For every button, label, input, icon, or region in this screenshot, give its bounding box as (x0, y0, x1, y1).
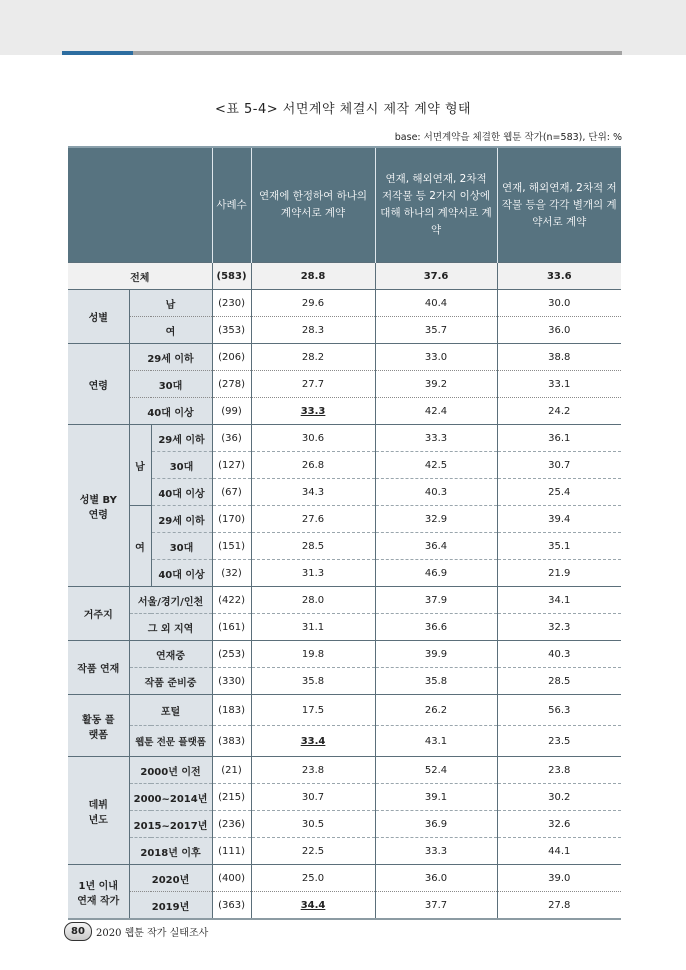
sample-count: (183) (212, 695, 251, 726)
value-b: 36.9 (375, 811, 497, 838)
value-b: 39.9 (375, 641, 497, 668)
value-c: 38.8 (497, 344, 621, 371)
value-b: 39.1 (375, 784, 497, 811)
value-c: 35.1 (497, 533, 621, 560)
header-col-c: 연재, 해외연재, 2차적 저작물 등을 각각 별개의 계약서로 계약 (497, 147, 621, 263)
row-label: 40대 이상 (151, 560, 212, 587)
sample-count: (151) (212, 533, 251, 560)
subgroup-label-male: 남 (129, 425, 151, 506)
header-blank (68, 147, 212, 263)
row-label: 29세 이하 (151, 425, 212, 452)
sample-count: (236) (212, 811, 251, 838)
sample-count: (330) (212, 668, 251, 695)
value-b: 33.0 (375, 344, 497, 371)
table-row (68, 425, 621, 452)
table-row-total (68, 263, 621, 290)
value-a: 29.6 (251, 290, 375, 317)
row-label: 웹툰 전문 플랫폼 (129, 726, 212, 757)
sample-count: (215) (212, 784, 251, 811)
value-c: 36.0 (497, 317, 621, 344)
table-row (68, 587, 621, 614)
value-a (251, 726, 375, 757)
sample-count: (363) (212, 892, 251, 920)
value-c: 24.2 (497, 398, 621, 425)
value-b: 37.9 (375, 587, 497, 614)
sample-count: (253) (212, 641, 251, 668)
table-row (68, 695, 621, 726)
value-a: 19.8 (251, 641, 375, 668)
table-row (68, 614, 621, 641)
header-col-b: 연재, 해외연재, 2차적 저작물 등 2가지 이상에 대해 하나의 계약서로 계약 (375, 147, 497, 263)
sample-count: (21) (212, 757, 251, 784)
table-row (68, 344, 621, 371)
value-c: 23.8 (497, 757, 621, 784)
row-label: 포털 (129, 695, 212, 726)
value-c: 21.9 (497, 560, 621, 587)
row-label: 2018년 이후 (129, 838, 212, 865)
group-label: 거주지 (68, 587, 129, 641)
value-a: 30.5 (251, 811, 375, 838)
value-a: 23.8 (251, 757, 375, 784)
sample-count: (230) (212, 290, 251, 317)
value-b: 42.4 (375, 398, 497, 425)
row-label: 30대 (151, 452, 212, 479)
table-row (68, 398, 621, 425)
table-row (68, 641, 621, 668)
group-label: 1년 이내 연재 작가 (68, 865, 129, 920)
highlight-value: 34.4 (300, 899, 326, 911)
value-c: 27.8 (497, 892, 621, 920)
row-label: 작품 준비중 (129, 668, 212, 695)
group-label: 성별 (68, 290, 129, 344)
value-b: 36.0 (375, 865, 497, 892)
table-row (68, 838, 621, 865)
footer-title: 2020 웹툰 작가 실태조사 (96, 928, 209, 939)
header-col-a: 연재에 한정하여 하나의 계약서로 계약 (251, 147, 375, 263)
value-b: 26.2 (375, 695, 497, 726)
row-label: 2020년 (129, 865, 212, 892)
value-a: 31.3 (251, 560, 375, 587)
sample-count: (67) (212, 479, 251, 506)
value-b: 35.8 (375, 668, 497, 695)
value-c: 30.7 (497, 452, 621, 479)
group-label: 성별 BY 연령 (68, 425, 129, 587)
table-row (68, 506, 621, 533)
value-c: 32.6 (497, 811, 621, 838)
value-c: 30.2 (497, 784, 621, 811)
value-c: 33.1 (497, 371, 621, 398)
group-label: 활동 플랫폼 (68, 695, 129, 757)
table-row (68, 784, 621, 811)
row-label: 29세 이하 (151, 506, 212, 533)
value-b: 43.1 (375, 726, 497, 757)
row-label: 29세 이하 (129, 344, 212, 371)
value-a: 28.3 (251, 317, 375, 344)
value-a: 25.0 (251, 865, 375, 892)
value-b: 52.4 (375, 757, 497, 784)
sample-count: (111) (212, 838, 251, 865)
value-a: 17.5 (251, 695, 375, 726)
row-label: 30대 (151, 533, 212, 560)
value-c: 44.1 (497, 838, 621, 865)
table-row (68, 560, 621, 587)
value-b: 40.3 (375, 479, 497, 506)
sample-count: (278) (212, 371, 251, 398)
sample-count: (36) (212, 425, 251, 452)
base-note: base: 서면계약을 체결한 웹툰 작가(n=583), 단위: % (394, 132, 622, 143)
sample-count: (400) (212, 865, 251, 892)
header-rule (62, 51, 622, 55)
value-b: 40.4 (375, 290, 497, 317)
table-row (68, 668, 621, 695)
row-label: 40대 이상 (151, 479, 212, 506)
table-row (68, 811, 621, 838)
value-a: 28.8 (251, 263, 375, 290)
table-row (68, 479, 621, 506)
value-c: 28.5 (497, 668, 621, 695)
value-b: 32.9 (375, 506, 497, 533)
value-c: 25.4 (497, 479, 621, 506)
table-row (68, 290, 621, 317)
row-label: 그 외 지역 (129, 614, 212, 641)
row-label: 여 (129, 317, 212, 344)
page-number-badge: 80 (64, 922, 92, 941)
table-row (68, 317, 621, 344)
value-b: 33.3 (375, 425, 497, 452)
sample-count: (206) (212, 344, 251, 371)
value-b: 37.7 (375, 892, 497, 920)
value-a (251, 398, 375, 425)
value-b: 36.6 (375, 614, 497, 641)
sample-count: (161) (212, 614, 251, 641)
value-a: 35.8 (251, 668, 375, 695)
sample-count: (422) (212, 587, 251, 614)
table-row (68, 533, 621, 560)
sample-count: (99) (212, 398, 251, 425)
value-a: 30.6 (251, 425, 375, 452)
table-row (68, 757, 621, 784)
row-label: 2000년 이전 (129, 757, 212, 784)
value-a: 30.7 (251, 784, 375, 811)
row-label: 2019년 (129, 892, 212, 920)
value-a: 31.1 (251, 614, 375, 641)
page-header-band (0, 0, 686, 55)
row-label: 2000~2014년 (129, 784, 212, 811)
value-c: 56.3 (497, 695, 621, 726)
group-label: 연령 (68, 344, 129, 425)
value-c: 32.3 (497, 614, 621, 641)
value-c: 39.0 (497, 865, 621, 892)
sample-count: (383) (212, 726, 251, 757)
contract-type-table (68, 146, 621, 920)
row-label: 2015~2017년 (129, 811, 212, 838)
value-a: 27.6 (251, 506, 375, 533)
row-label: 40대 이상 (129, 398, 212, 425)
header-accent-bar (62, 51, 133, 55)
table-row (68, 726, 621, 757)
row-label: 남 (129, 290, 212, 317)
value-a: 22.5 (251, 838, 375, 865)
row-label: 전체 (68, 263, 212, 290)
value-b: 35.7 (375, 317, 497, 344)
value-b: 36.4 (375, 533, 497, 560)
value-c: 34.1 (497, 587, 621, 614)
value-b: 37.6 (375, 263, 497, 290)
table-row (68, 371, 621, 398)
table-row (68, 452, 621, 479)
highlight-value: 33.4 (300, 735, 326, 747)
value-a: 34.3 (251, 479, 375, 506)
table-row (68, 865, 621, 892)
value-c: 23.5 (497, 726, 621, 757)
highlight-value: 33.3 (300, 405, 326, 417)
row-label: 서울/경기/인천 (129, 587, 212, 614)
value-a: 27.7 (251, 371, 375, 398)
value-c: 33.6 (497, 263, 621, 290)
group-label: 작품 연재 (68, 641, 129, 695)
value-a (251, 892, 375, 920)
value-b: 39.2 (375, 371, 497, 398)
value-c: 40.3 (497, 641, 621, 668)
value-c: 39.4 (497, 506, 621, 533)
value-a: 26.8 (251, 452, 375, 479)
value-c: 36.1 (497, 425, 621, 452)
value-b: 42.5 (375, 452, 497, 479)
group-label: 데뷔 년도 (68, 757, 129, 865)
value-b: 46.9 (375, 560, 497, 587)
header-sample: 사례수 (212, 147, 251, 263)
sample-count: (353) (212, 317, 251, 344)
value-c: 30.0 (497, 290, 621, 317)
sample-count: (127) (212, 452, 251, 479)
sample-count: (32) (212, 560, 251, 587)
table-row (68, 892, 621, 920)
table-header-row (68, 147, 621, 263)
sample-count: (170) (212, 506, 251, 533)
value-b: 33.3 (375, 838, 497, 865)
table-title: <표 5-4> 서면계약 체결시 제작 계약 형태 (214, 102, 472, 117)
row-label: 30대 (129, 371, 212, 398)
sample-count: (583) (212, 263, 251, 290)
value-a: 28.0 (251, 587, 375, 614)
value-a: 28.2 (251, 344, 375, 371)
value-a: 28.5 (251, 533, 375, 560)
subgroup-label-female: 여 (129, 506, 151, 587)
row-label: 연재중 (129, 641, 212, 668)
